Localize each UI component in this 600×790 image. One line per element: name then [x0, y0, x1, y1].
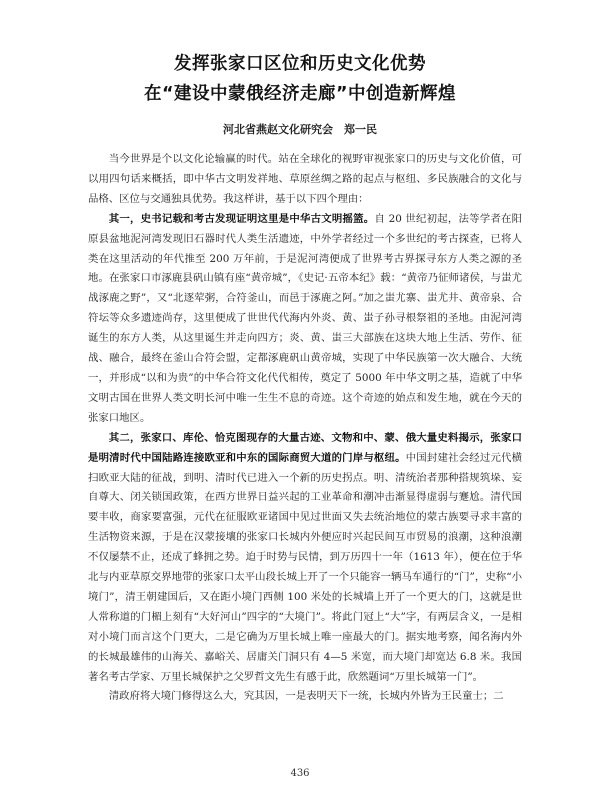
author-line: 河北省燕赵文化研究会 郑一民	[223, 123, 377, 136]
article-body	[88, 150, 522, 707]
title-line-2: 在“建设中蒙俄经济走廊”中创造新辉煌	[143, 84, 456, 104]
paragraph-reason-two	[88, 429, 522, 688]
paragraph-reason-one	[88, 210, 522, 429]
paragraph-text: 中国封建社会经过元代横扫欧亚大陆的征战，到明、清时代已进入一个新的历史拐点。明、清统治者那种搭规筑垛、妄自尊大、闭关锁国政策，在西方世界日益兴起的工业革命和潮冲击渐显得虚弱与蹇尬。清代国要丰收，商家要富强，元代在征服欧亚诸国中见过世面又失去统治地位的蒙古族要寻求丰富的生活物资来源，于是在汉蒙接壤的张家口长城内外便应时兴起民间互市贸易的浪潮，这种浪潮不仅屡禁不止，还成了蜂拥之势。迫于时势与民情，到万历四十一年（1613 年），便在位于华北与内亚草原交界地带的张家口太平山段长城上开了一个只能容一辆马车通行的“门”，史称“小境门”，清王朝建国后，又在距小境门西侧 100 米处的长城墙上开了一个更大的门，这就是世人常称道的门楣上刻有“大好河山”四字的“大境门”。将此门冠上“大”字，有两层含义，一是相对小境门而言这个门更大，二是它确为万里长城上唯一座最大的门。据实地考察，闻名海内外的长城最雄伟的山海关、嘉峪关、居庸关门洞只有 4—5 米宽，而大境门却宽达 6.8 米。我国著名考古学家、万里长城保护之父罗哲文先生有感于此，欣然题词“万里长城第一门”。	[88, 451, 523, 683]
paragraph-lead: 其一，史书记载和考古发现证明这里是中华古文明摇篮。	[108, 212, 375, 225]
title-line-1: 发挥张家口区位和历史文化优势	[174, 54, 426, 74]
paragraph-text: 当今世界是个以文化论输赢的时代。站在全球化的视野审视张家口的历史与文化价值，可以用四句话来概括，即中华古文明发祥地、草原丝绸之路的起点与枢纽、多民族融合的文化与品格、区位与交通独具优势。我这样讲，基于以下四个理由：	[88, 153, 522, 205]
paragraph-text: 自 20 世纪初起，法等学者在阳原县盆地泥河湾发现旧石器时代人类生活遗迹，中外学者经过一个多世纪的考古探查，已将人类在这里活动的年代推至 200 万年前，于是泥河湾便成了世界考古界探寻东方人类之源的圣地。在张家口市涿鹿县矾山镇有座“黄帝城”，《史记·五帝本纪》载：“黄帝乃征师诸侯，与蚩尤战涿鹿之野”，又“北逐荤粥，合符釜山，而邑于涿鹿之阿。”加之蚩尤寨、蚩尤井、黄帝泉、合符坛等众多遗迹尚存，这里便成了世世代代海内外炎、黄、蚩子孙寻根祭祖的圣地。由泥河湾诞生的东方人类，从这里诞生并走向四方；炎、黄、蚩三大部族在这块大地上生活、劳作、征战、融合，最终在釜山合符会盟，定都涿鹿矾山黄帝城，实现了中华民族第一次大融合、大统一，并形成“以和为贵”的中华合符文化代代相传，奠定了 5000 年中华文明之基，造就了中华文明古国在世界人类文明长河中唯一生生不息的奇迹。这个奇迹的始点和发生地，就在今天的张家口地区。	[88, 212, 523, 424]
paragraph-text: 清政府将大境门修得这么大，究其因，一是表明天下一统，长城内外皆为王民童士；二	[108, 690, 504, 703]
paragraph-intro	[88, 150, 522, 210]
page-number: 436	[290, 768, 310, 779]
paragraph-lead: 其二，张家口、库伦、恰克图现存的大量古迹、文物和中、蒙、俄大量史料揭示，张家口是明清时代中国陆路连接欧亚和中东的国际商贸大道的门岸与枢纽。	[88, 431, 522, 464]
paragraph-continued	[88, 687, 522, 707]
